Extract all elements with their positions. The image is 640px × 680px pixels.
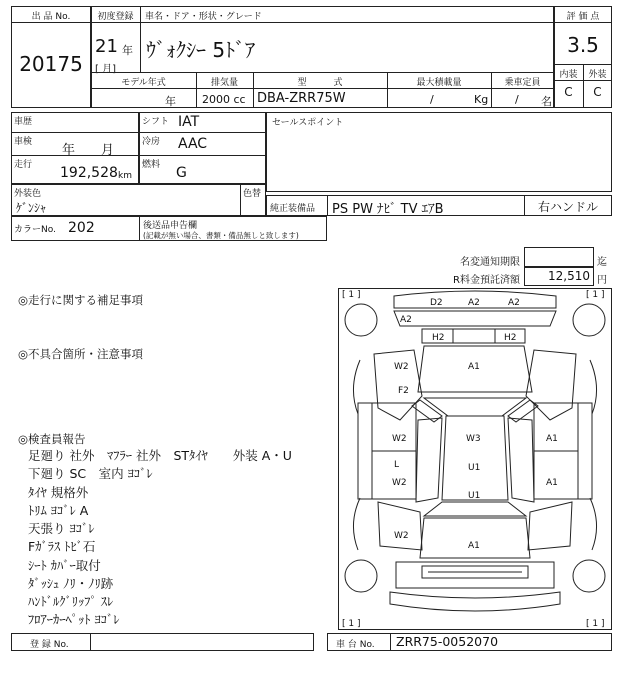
shift-label: シフト [142, 117, 170, 127]
wheel-icon [573, 304, 605, 336]
damage-mark: H2 [504, 333, 517, 343]
model-code: DBA-ZRR75W [257, 91, 346, 106]
model-year-unit: 年 [165, 95, 176, 108]
name-change-deadline-field [524, 247, 594, 267]
report-line: ﾊﾝﾄﾞﾙｸﾞﾘｯﾌﾟ ｽﾚ [28, 594, 114, 609]
roof-shape [442, 416, 508, 500]
left-rear-fender-shape [378, 502, 422, 550]
rear-step-shape [390, 592, 560, 611]
capacity-unit: 名 [541, 95, 552, 108]
windshield-shape [424, 398, 526, 416]
inspection-label: 車検 [14, 137, 33, 147]
damage-mark: A2 [400, 315, 412, 325]
damage-mark: W2 [394, 531, 409, 541]
wheel-icon [573, 560, 605, 592]
right-rear-wheel-arch [590, 498, 597, 550]
damage-mark: L [394, 460, 400, 470]
right-window-shape [508, 418, 534, 502]
recycle-fee-label: R料金預託済額 [453, 275, 520, 286]
overall-grade: 3.5 [567, 33, 599, 57]
fuel-label: 燃料 [142, 160, 161, 170]
registration-year: 21 [95, 36, 118, 57]
report-line: ｼｰﾄ ｶﾊﾞｰ取付 [28, 558, 101, 573]
name-change-unit: 迄 [597, 257, 607, 268]
repaint-label: 色替 [243, 189, 262, 199]
displacement-value: 2000 cc [202, 93, 246, 106]
damage-mark: W2 [394, 362, 409, 372]
report-line: ﾀﾞｯｼｭ ﾉﾘ・ﾉﾘ跡 [28, 576, 114, 591]
recycle-fee-value: 12,510 [548, 269, 590, 283]
color-box [11, 184, 266, 216]
damage-mark: A1 [468, 541, 480, 551]
report-line: 下廻り SC 室内 ﾖｺﾞﾚ [28, 466, 153, 481]
report-line: ﾌﾛｱｰｶｰﾍﾟｯﾄ ﾖｺﾞﾚ [28, 612, 120, 627]
hood-front-shape [394, 311, 556, 326]
chassis-number: ZRR75-0052070 [396, 634, 499, 649]
driving-notes-heading: ◎走行に関する補足事項 [18, 293, 144, 307]
color-value: ｹﾞﾝｼｬ [16, 201, 47, 215]
capacity-slash: / [515, 93, 519, 106]
rear-window-shape [424, 502, 526, 516]
registration-number-label: 登 録 No. [30, 640, 69, 650]
ac-label: 冷房 [142, 137, 161, 147]
report-line: 天張り ﾖｺﾞﾚ [28, 521, 95, 536]
rear-hatch-shape [420, 518, 530, 558]
damage-mark: F2 [398, 386, 409, 396]
damage-mark: A2 [508, 298, 520, 308]
capacity-label: 乗車定員 [504, 78, 541, 88]
car-name: ｳﾞｫｸｼｰ 5ﾄﾞｱ [146, 38, 256, 62]
report-line: ﾄﾘﾑ ﾖｺﾞﾚ A [28, 503, 89, 518]
model-year-label: モデル年式 [121, 78, 166, 88]
damage-mark: W3 [466, 434, 481, 444]
color-number-label: カラーNo. [14, 225, 56, 235]
lot-number: 20175 [19, 52, 83, 76]
wheel-icon [345, 560, 377, 592]
corner-label: [ 1 ] [342, 619, 361, 629]
ac-value: AAC [178, 136, 208, 152]
postal-note: (記載が無い場合、書類・備品無しと致します) [143, 231, 299, 240]
damage-mark: W2 [392, 478, 407, 488]
load-unit: Kg [474, 93, 489, 106]
damage-mark: U1 [468, 463, 481, 473]
corner-label: [ 1 ] [342, 290, 361, 300]
model-code-label: 型 式 [297, 78, 343, 88]
first-registration-label: 初度登録 [97, 12, 134, 22]
left-fender-shape [374, 350, 422, 420]
left-window-shape [416, 418, 442, 502]
recycle-fee-unit: 円 [597, 275, 607, 286]
damage-mark: A2 [468, 298, 480, 308]
inspector-report-heading: ◎検査員報告 [18, 432, 86, 446]
grade-label: 評 価 点 [566, 12, 600, 22]
damage-mark: A1 [546, 434, 558, 444]
displacement-label: 排気量 [210, 78, 238, 88]
defects-heading: ◎不具合箇所・注意事項 [18, 347, 144, 361]
interior-grade: C [564, 85, 573, 99]
inspection-value: 年 月 [62, 143, 115, 158]
damage-mark: W2 [392, 434, 407, 444]
lot-number-label: 出 品 No. [31, 12, 71, 22]
year-unit: 年 [122, 44, 133, 57]
equipment-value: PS PW ﾅﾋﾞ TV ｴｱB [332, 202, 444, 217]
right-front-wheel-arch [590, 360, 597, 414]
shift-value: IAT [178, 114, 200, 130]
mileage-unit: km [118, 171, 132, 181]
fuel-value: G [176, 165, 187, 181]
exterior-label: 外装 [588, 70, 607, 80]
max-load-label: 最大積載量 [416, 78, 462, 88]
interior-label: 内装 [559, 70, 578, 80]
history-label: 車歴 [14, 117, 33, 127]
name-change-deadline-label: 名変通知期限 [460, 257, 520, 268]
color-label: 外装色 [14, 189, 42, 199]
postal-label: 後送品申告欄 [143, 221, 198, 231]
left-rear-wheel-arch [353, 498, 360, 550]
color-number: 202 [68, 220, 95, 236]
damage-mark: U1 [468, 491, 481, 501]
sales-point-label: セールスポイント [272, 118, 344, 128]
car-name-label: 車名・ドア・形状・グレード [145, 12, 262, 22]
load-slash: / [430, 93, 434, 106]
report-line: Fｶﾞﾗｽ ﾄﾋﾞ石 [28, 539, 96, 554]
left-front-wheel-arch [353, 360, 360, 414]
damage-mark: H2 [432, 333, 445, 343]
report-line: ﾀｲﾔ 規格外 [28, 485, 89, 500]
wheel-icon [345, 304, 377, 336]
equipment-label: 純正装備品 [270, 204, 316, 214]
corner-label: [ 1 ] [586, 290, 605, 300]
steering-value: 右ハンドル [537, 200, 598, 214]
report-line: 足廻り 社外 ﾏﾌﾗｰ 社外 STﾀｲﾔ 外装 A・U [28, 448, 292, 463]
exterior-grade: C [593, 85, 602, 99]
vehicle-damage-diagram [338, 288, 612, 630]
chassis-number-label: 車 台 No. [336, 640, 375, 650]
mileage-value: 192,528 [60, 165, 118, 181]
damage-mark: A1 [468, 362, 480, 372]
damage-mark: A1 [546, 478, 558, 488]
damage-mark: D2 [430, 298, 443, 308]
mileage-label: 走行 [14, 160, 33, 170]
corner-label: [ 1 ] [586, 619, 605, 629]
right-rear-fender-shape [528, 502, 572, 550]
month-bracket: [ 月] [95, 64, 116, 75]
